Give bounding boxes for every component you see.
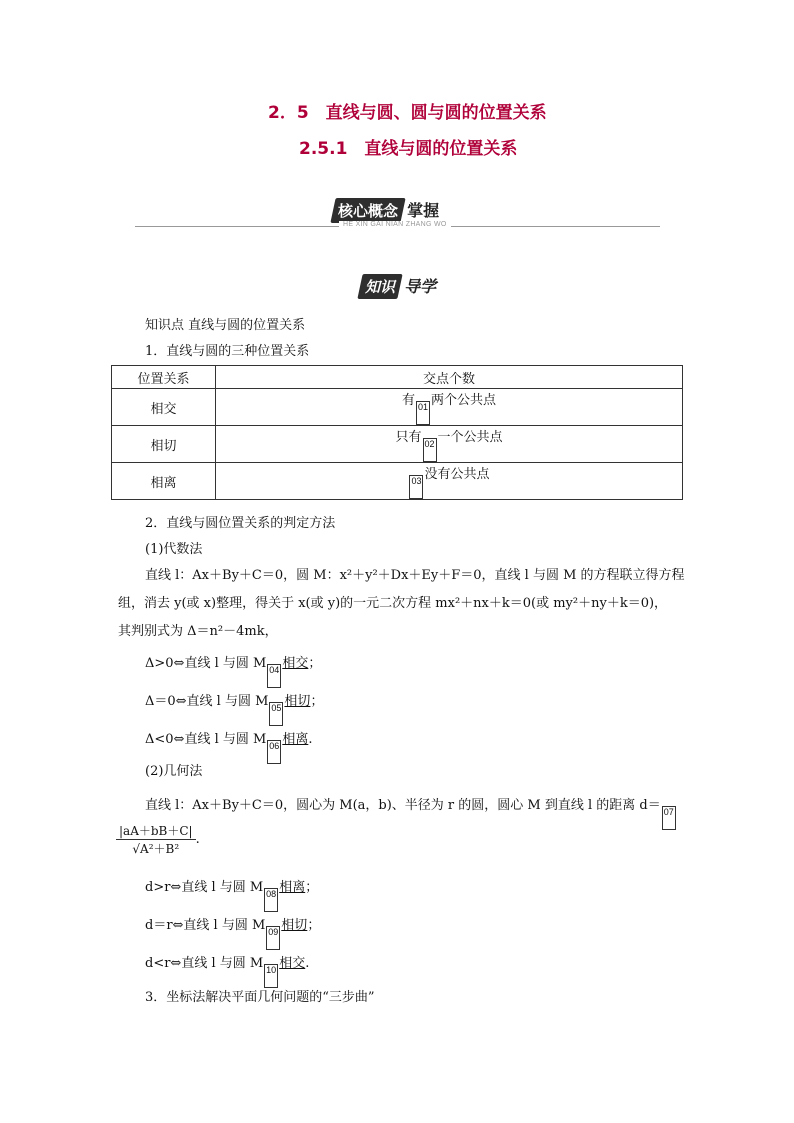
knowledge-point-heading: 知识点 直线与圆的位置关系 — [145, 318, 306, 333]
answer-blank[interactable]: 10 — [264, 964, 278, 988]
count-cell: 03 没有公共点 — [216, 463, 683, 500]
relation-cell: 相交 — [112, 389, 216, 426]
algebra-criterion: Δ<0⇔直线 l 与圆 M 06 相离. — [145, 728, 312, 764]
relation-cell: 相切 — [112, 426, 216, 463]
answer-blank[interactable]: 08 — [264, 888, 278, 912]
geometry-criterion: d>r⇔直线 l 与圆 M 08 相离； — [145, 876, 318, 912]
algebra-paragraph-line: 组，消去 y(或 x)整理，得关于 x(或 y)的一元二次方程 mx²＋nx＋k＝0(或 my²＋ny＋k＝0)， — [118, 596, 668, 611]
answer-blank[interactable]: 01 — [416, 401, 430, 425]
table-row — [112, 389, 683, 426]
fraction-numerator: |aA＋bB＋C| — [116, 822, 196, 840]
header-cell: 位置关系 — [112, 366, 216, 389]
answer-blank[interactable]: 04 — [267, 664, 281, 688]
subsection-1-title: 1．直线与圆的三种位置关系 — [145, 344, 310, 359]
algebra-criterion: Δ＝0⇔直线 l 与圆 M 05 相切； — [145, 690, 323, 726]
subsection-2-title: 2．直线与圆位置关系的判定方法 — [145, 516, 336, 531]
relation-table — [111, 365, 683, 500]
geometry-criterion: d＝r⇔直线 l 与圆 M 09 相切； — [145, 914, 320, 950]
geometry-method-title: (2)几何法 — [145, 764, 203, 779]
knowledge-guide-banner — [360, 274, 436, 299]
answer-blank[interactable]: 03 — [409, 475, 423, 499]
answer-blank[interactable]: 09 — [266, 926, 280, 950]
section-title: 2.5.1 直线与圆的位置关系 — [299, 139, 518, 159]
header-cell: 交点个数 — [216, 366, 683, 389]
algebra-criterion: Δ>0⇔直线 l 与圆 M 04 相交； — [145, 652, 321, 688]
banner-pinyin: HE XIN GAI NIAN ZHANG WO — [339, 221, 451, 228]
algebra-paragraph-line: 其判别式为 Δ＝n²－4mk， — [118, 624, 278, 639]
table-row — [112, 463, 683, 500]
fraction-denominator: √A²＋B² — [132, 842, 180, 856]
subsection-3-title: 3．坐标法解决平面几何问题的“三步曲” — [145, 990, 375, 1005]
chapter-title: 2．5 直线与圆、圆与圆的位置关系 — [268, 103, 547, 123]
banner-word: 导学 — [404, 277, 437, 296]
algebra-method-title: (1)代数法 — [145, 542, 203, 557]
core-concept-banner — [333, 198, 439, 223]
banner-word: 掌握 — [407, 201, 440, 220]
table-row — [112, 426, 683, 463]
answer-blank[interactable]: 07 — [662, 806, 676, 830]
banner-tag: 知识 — [357, 274, 402, 299]
count-cell: 只有 02 一个公共点 — [216, 426, 683, 463]
answer-blank[interactable]: 02 — [423, 438, 437, 462]
fraction — [116, 822, 196, 857]
geometry-criterion: d<r⇔直线 l 与圆 M 10 相交. — [145, 952, 309, 988]
distance-formula: $\frac{|aA+bB+C|}{\text{√A²＋B²}}$ . — [116, 822, 200, 857]
relation-cell: 相离 — [112, 463, 216, 500]
algebra-paragraph-line: 直线 l：Ax＋By＋C＝0，圆 M：x²＋y²＋Dx＋Ey＋F＝0，直线 l 与圆 M 的方程联立得方程 — [145, 568, 685, 583]
table-header-row — [112, 366, 683, 389]
answer-blank[interactable]: 06 — [267, 740, 281, 764]
answer-blank[interactable]: 05 — [269, 702, 283, 726]
banner-tag: 核心概念 — [330, 198, 405, 223]
count-cell: 有 01 两个公共点 — [216, 389, 683, 426]
geometry-paragraph-line: 直线 l：Ax＋By＋C＝0，圆心为 M(a，b)、半径为 r 的圆，圆心 M 到直线 l 的距离 d＝ 07 — [145, 794, 677, 830]
